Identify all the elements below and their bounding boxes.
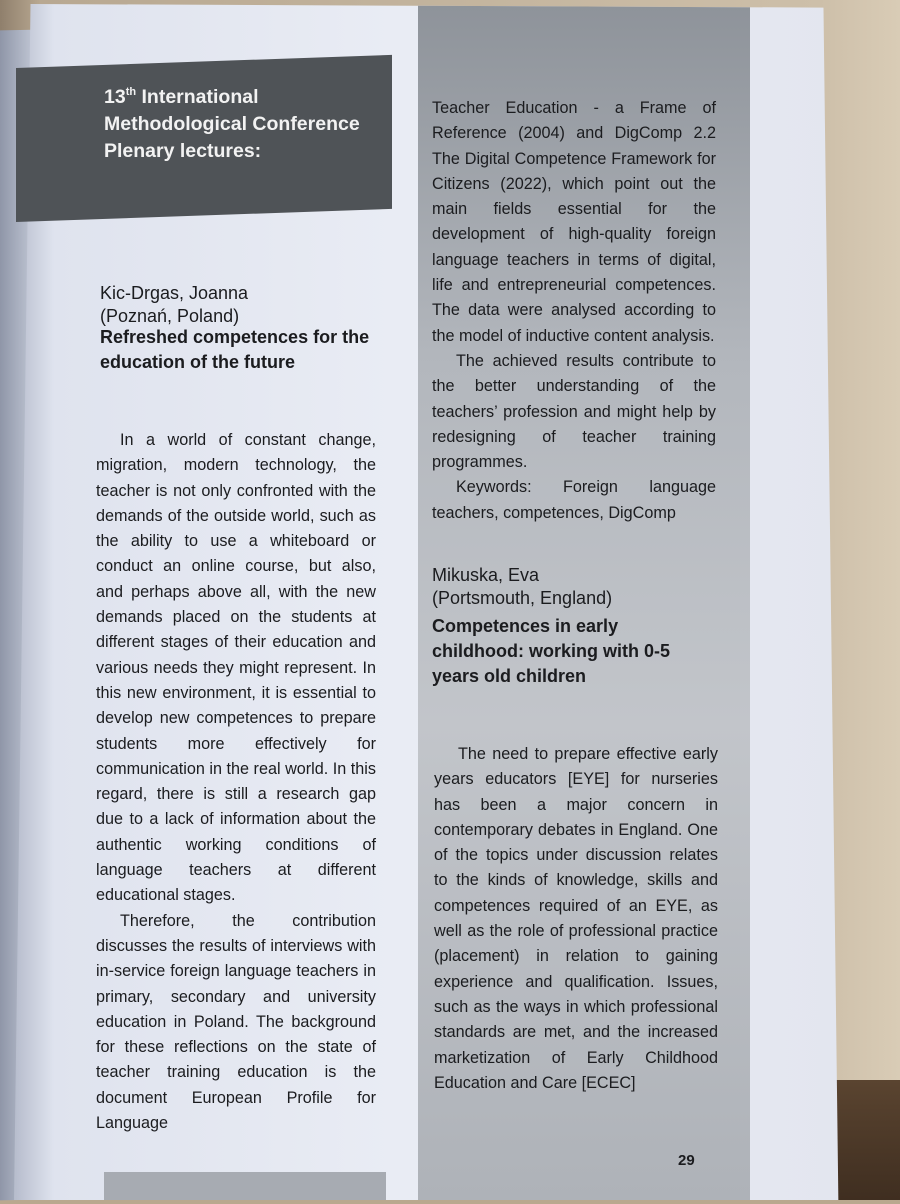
author-kic-drgas	[100, 282, 400, 328]
abstract-1-results: The achieved results contribute to the better understanding of the teachers’ profession and might help by redesigning of teacher training programmes.	[432, 351, 716, 472]
abstract-2-body	[434, 742, 718, 1096]
lecture-title-1	[100, 325, 400, 375]
header-line-2: Methodological Conference	[104, 113, 360, 135]
abstract-1-keywords: Keywords: Foreign language teachers, competences, DigComp	[432, 478, 716, 522]
lecture-title-2-line-3: years old children	[432, 666, 587, 686]
abstract-1-continuation	[432, 96, 716, 526]
lecture-title-2-line-1: Competences in early	[432, 616, 619, 636]
header-number: 13	[104, 86, 126, 108]
lecture-title-2	[432, 614, 722, 689]
lecture-title-1-line-2: education of the future	[100, 352, 295, 372]
conference-header	[104, 84, 394, 165]
author-affiliation: (Poznań, Poland)	[100, 306, 240, 326]
abstract-1-continuation-text: Teacher Education - a Frame of Reference (2004) and DigComp 2.2 The Digital Competence Framework for Citizens (2022), which point out the main fields essential for the development of high-quality foreign language teachers in terms of digital, life and entrepreneurial competences. The data were analysed according to the model of inductive content analysis.	[432, 99, 716, 345]
abstract-2-paragraph: The need to prepare effective early years educators [EYE] for nurseries has been a major concern in contemporary debates in England. One of the topics under discussion relates to the kinds of knowledge, skills and competences required of an EYE, as well as the role of professional practice (placement) in relation to gaining experience and qualification. Issues, such as the ways in which professional standards are met, and the increased marketization of Early Childhood Education and Care [ECEC]	[434, 745, 718, 1092]
header-ordinal: th	[125, 86, 137, 98]
lecture-title-1-line-1: Refreshed competences for the	[100, 327, 370, 347]
author-affiliation-2: (Portsmouth, England)	[432, 588, 613, 608]
abstract-1-paragraph-2: Therefore, the contribution discusses the results of interviews with in-service foreign language teachers in primary, secondary and university education in Poland. The background for these reflections on the state of teacher training education is the document European Profile for Language	[96, 911, 376, 1133]
header-line-1-rest: International	[136, 86, 259, 108]
lecture-title-2-line-2: childhood: working with 0-5	[432, 641, 670, 661]
header-line-3: Plenary lectures:	[104, 140, 262, 162]
page-number: 29	[678, 1152, 695, 1169]
author-name: Kic-Drgas, Joanna	[100, 283, 249, 303]
gray-bottom-band	[104, 1172, 386, 1204]
header-line-1	[104, 84, 394, 111]
author-name-2: Mikuska, Eva	[432, 565, 540, 585]
author-mikuska	[432, 564, 722, 610]
abstract-1-body	[96, 428, 376, 1136]
abstract-1-paragraph-1: In a world of constant change, migration, modern technology, the teacher is not only confronted with the demands of the outside world, such as the ability to use a whiteboard or conduct an online course, but also, and perhaps above all, with the new demands placed on the students at different stages of their education and various needs they might represent. In this new environment, it is essential to develop new competences to prepare students more effectively for communication in the real world. In this regard, there is still a research gap due to a lack of information about the authentic working conditions of language teachers at different educational stages.	[96, 431, 376, 905]
